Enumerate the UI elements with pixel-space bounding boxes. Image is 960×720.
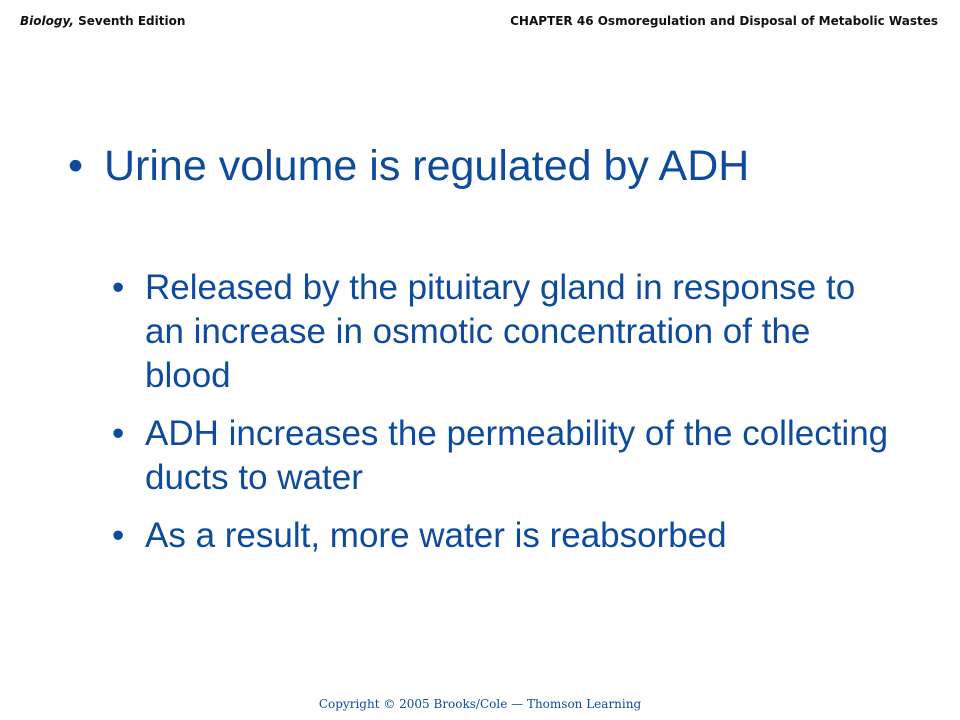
book-edition: Seventh Edition [73,14,186,28]
sub-bullet-text: ADH increases the permeability of the collecting ducts to water [145,414,889,497]
sub-bullet-text: Released by the pituitary gland in response to an increase in osmotic concentration of the blood [145,268,856,395]
sub-bullet [112,266,892,398]
book-title-header [20,14,185,28]
bullet-icon: • [112,414,125,453]
sub-bullet-text: As a result, more water is reabsorbed [145,516,727,555]
bullet-icon: • [112,268,125,307]
sub-bullet [112,514,892,558]
sub-bullet-list [112,266,892,572]
copyright-footer: Copyright © 2005 Brooks/Cole — Thomson Learning [318,697,642,711]
main-bullet [68,140,908,192]
book-title: Biology, [20,14,74,28]
main-bullet-text: Urine volume is regulated by ADH [104,142,750,190]
bullet-icon: • [112,516,125,555]
bullet-icon: • [68,142,84,190]
chapter-header: CHAPTER 46 Osmoregulation and Disposal of Metabolic Wastes [510,14,938,28]
sub-bullet [112,412,892,500]
